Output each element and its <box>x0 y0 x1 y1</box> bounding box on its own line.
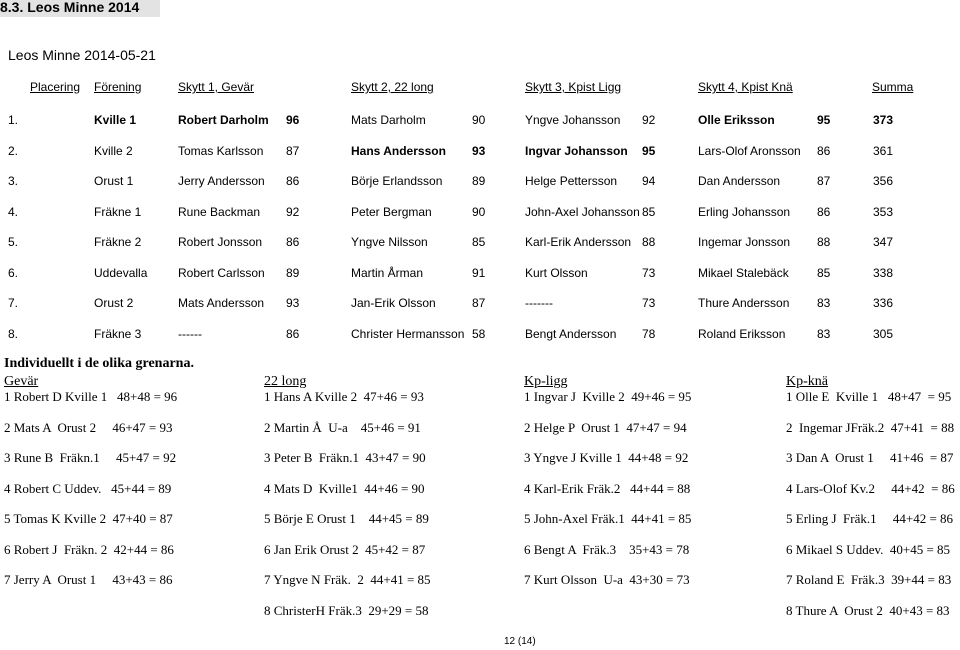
team-row-7-s2: Jan-Erik Olsson <box>351 296 436 310</box>
team-row-5-s2: Yngve Nilsson <box>351 235 428 249</box>
header-skytt1: Skytt 1, Gevär <box>178 80 255 94</box>
individual-entry: 6 Bengt A Fräk.3 35+43 = 78 <box>524 541 690 557</box>
team-row-6-sum: 338 <box>873 265 894 280</box>
document-title: Leos Minne 2014-05-21 <box>8 47 156 63</box>
team-row-6-club: Uddevalla <box>94 265 148 280</box>
individual-entry: 5 John-Axel Fräk.1 44+41 = 85 <box>524 511 692 526</box>
team-row-2-club: Kville 2 <box>94 143 133 158</box>
team-row-7-s4: Thure Andersson <box>698 296 790 310</box>
team-row-6-s2: Martin Årman <box>351 265 424 280</box>
team-row-3-s3: Helge Pettersson <box>525 174 618 188</box>
header-summa: Summa <box>872 80 914 94</box>
team-row-4-s4: Erling Johansson <box>698 204 791 219</box>
team-row-2-p4: 86 <box>817 143 831 158</box>
team-row-4-s2: Peter Bergman <box>351 204 432 219</box>
team-row-6-s4: Mikael Stalebäck <box>698 265 789 280</box>
team-row-8-sum: 305 <box>873 326 894 341</box>
team-row-5-s3: Karl-Erik Andersson <box>525 235 632 249</box>
team-row-4-s3: John-Axel Johansson <box>525 204 640 219</box>
team-row-5-p3: 88 <box>642 235 656 249</box>
individual-header-22long: 22 long <box>264 374 307 389</box>
team-row-5-club: Fräkne 2 <box>94 235 142 249</box>
page-number: 12 (14) <box>504 636 536 647</box>
team-row-7-club: Orust 2 <box>94 296 134 310</box>
individual-entry: 1 Robert D Kville 1 48+48 = 96 <box>4 389 178 404</box>
team-row-8-club: Fräkne 3 <box>94 326 142 341</box>
team-row-3-p2: 89 <box>472 174 486 188</box>
section-title: 8.3. Leos Minne 2014 <box>0 0 140 15</box>
team-row-4-sum: 353 <box>873 204 894 219</box>
individual-entry: 8 ChristerH Fräk.3 29+29 = 58 <box>264 602 429 618</box>
individual-entry: 2 Helge P Orust 1 47+47 = 94 <box>524 419 687 435</box>
team-row-8-s3: Bengt Andersson <box>525 326 617 341</box>
team-row-2-s3: Ingvar Johansson <box>525 143 628 158</box>
team-row-3-p3: 94 <box>642 174 656 188</box>
team-row-4-place: 4. <box>8 204 19 219</box>
team-row-2-s2: Hans Andersson <box>351 143 446 158</box>
individual-entry: 7 Kurt Olsson U-a 43+30 = 73 <box>524 572 690 587</box>
team-row-6-p4: 85 <box>817 265 831 280</box>
individual-entry: 8 Thure A Orust 2 40+43 = 83 <box>786 602 950 618</box>
team-row-5-p1: 86 <box>286 235 300 249</box>
team-row-4-club: Fräkne 1 <box>94 204 142 219</box>
team-row-7-place: 7. <box>8 296 19 310</box>
team-row-5-s4: Ingemar Jonsson <box>698 235 791 249</box>
individual-entry: 1 Ingvar J Kville 2 49+46 = 95 <box>524 389 692 404</box>
individual-entry: 4 Lars-Olof Kv.2 44+42 = 86 <box>786 480 955 496</box>
header-forening: Förening <box>94 80 142 94</box>
header-skytt2: Skytt 2, 22 long <box>351 80 434 94</box>
individual-entry: 2 Martin Å U-a 45+46 = 91 <box>264 419 421 435</box>
team-row-7-p2: 87 <box>472 296 486 310</box>
team-row-4-p4: 86 <box>817 204 831 219</box>
team-row-5-sum: 347 <box>873 235 894 249</box>
individual-entry: 3 Peter B Fräkn.1 43+47 = 90 <box>264 450 426 465</box>
team-row-3-s1: Jerry Andersson <box>178 174 265 188</box>
header-skytt3: Skytt 3, Kpist Ligg <box>525 80 622 94</box>
team-row-5-p4: 88 <box>817 235 831 249</box>
individual-entry: 1 Hans A Kville 2 47+46 = 93 <box>264 389 424 404</box>
team-row-7-s1: Mats Andersson <box>178 296 265 310</box>
team-row-3-club: Orust 1 <box>94 174 134 188</box>
team-row-4-p1: 92 <box>286 204 300 219</box>
team-row-1-p3: 92 <box>642 113 656 127</box>
team-row-6-p3: 73 <box>642 265 656 280</box>
team-row-6-p2: 91 <box>472 265 486 280</box>
individual-entry: 4 Mats D Kville1 44+46 = 90 <box>264 480 425 496</box>
individual-entry: 7 Roland E Fräk.3 39+44 = 83 <box>786 572 952 587</box>
individual-entry: 2 Ingemar JFräk.2 47+41 = 88 <box>786 419 955 435</box>
team-row-5-p2: 85 <box>472 235 486 249</box>
team-row-7-p4: 83 <box>817 296 831 310</box>
team-row-6-p1: 89 <box>286 265 300 280</box>
team-row-7-p1: 93 <box>286 296 300 310</box>
header-placering: Placering <box>30 80 81 94</box>
individual-entry: 4 Robert C Uddev. 45+44 = 89 <box>4 480 172 496</box>
individual-entry: 1 Olle E Kville 1 48+47 = 95 <box>786 389 952 404</box>
individual-entry: 5 Tomas K Kville 2 47+40 = 87 <box>4 511 173 526</box>
team-row-6-place: 6. <box>8 265 19 280</box>
team-row-7-sum: 336 <box>873 296 894 310</box>
team-row-5-s1: Robert Jonsson <box>178 235 263 249</box>
individual-entry: 7 Jerry A Orust 1 43+43 = 86 <box>4 572 173 587</box>
team-row-1-p4: 95 <box>817 113 831 127</box>
team-row-1-s2: Mats Darholm <box>351 113 426 127</box>
individual-entry: 4 Karl-Erik Fräk.2 44+44 = 88 <box>524 480 691 496</box>
team-row-8-p3: 78 <box>642 326 656 341</box>
team-row-8-s1: ------ <box>178 326 202 341</box>
individual-title: Individuellt i de olika grenarna. <box>4 356 194 371</box>
team-row-1-p1: 96 <box>286 113 300 127</box>
team-row-3-s2: Börje Erlandsson <box>351 174 443 188</box>
individual-header-kpkna: Kp-knä <box>786 374 828 389</box>
team-row-6-s3: Kurt Olsson <box>525 265 588 280</box>
individual-entry: 6 Jan Erik Orust 2 45+42 = 87 <box>264 541 426 557</box>
team-row-8-s4: Roland Eriksson <box>698 326 786 341</box>
team-row-4-p3: 85 <box>642 204 656 219</box>
individual-header-gevar: Gevär <box>4 374 39 389</box>
team-row-8-p1: 86 <box>286 326 300 341</box>
team-row-3-p4: 87 <box>817 174 831 188</box>
individual-entry: 7 Yngve N Fräk. 2 44+41 = 85 <box>264 572 431 587</box>
team-row-2-s1: Tomas Karlsson <box>178 143 264 158</box>
team-row-8-place: 8. <box>8 326 19 341</box>
team-row-3-sum: 356 <box>873 174 894 188</box>
team-row-1-s4: Olle Eriksson <box>698 113 775 127</box>
team-row-1-s3: Yngve Johansson <box>525 113 621 127</box>
individual-entry: 6 Mikael S Uddev. 40+45 = 85 <box>786 541 951 557</box>
individual-entry: 2 Mats A Orust 2 46+47 = 93 <box>4 419 173 435</box>
header-skytt4: Skytt 4, Kpist Knä <box>698 80 793 94</box>
team-row-4-p2: 90 <box>472 204 486 219</box>
team-row-3-p1: 86 <box>286 174 300 188</box>
team-row-7-p3: 73 <box>642 296 656 310</box>
team-row-1-p2: 90 <box>472 113 486 127</box>
team-row-4-s1: Rune Backman <box>178 204 261 219</box>
team-row-3-place: 3. <box>8 174 19 188</box>
team-row-2-place: 2. <box>8 143 19 158</box>
individual-entry: 5 Erling J Fräk.1 44+42 = 86 <box>786 511 954 526</box>
team-row-6-s1: Robert Carlsson <box>178 265 265 280</box>
team-row-1-s1: Robert Darholm <box>178 113 269 127</box>
individual-entry: 3 Rune B Fräkn.1 45+47 = 92 <box>4 450 177 465</box>
team-row-2-p2: 93 <box>472 143 486 158</box>
team-row-1-sum: 373 <box>873 113 894 127</box>
individual-header-kpligg: Kp-ligg <box>524 374 568 389</box>
individual-entry: 3 Dan A Orust 1 41+46 = 87 <box>786 450 954 465</box>
team-row-8-p2: 58 <box>472 326 486 341</box>
team-row-2-p3: 95 <box>642 143 656 158</box>
team-row-2-sum: 361 <box>873 143 894 158</box>
team-row-8-p4: 83 <box>817 326 831 341</box>
individual-entry: 5 Börje E Orust 1 44+45 = 89 <box>264 511 429 526</box>
team-row-1-place: 1. <box>8 113 19 127</box>
team-row-2-s4: Lars-Olof Aronsson <box>698 143 801 158</box>
team-row-7-s3: ------- <box>525 296 553 310</box>
team-row-3-s4: Dan Andersson <box>698 174 781 188</box>
individual-entry: 3 Yngve J Kville 1 44+48 = 92 <box>524 450 689 465</box>
individual-entry: 6 Robert J Fräkn. 2 42+44 = 86 <box>4 541 174 557</box>
team-row-2-p1: 87 <box>286 143 300 158</box>
team-row-5-place: 5. <box>8 235 19 249</box>
team-row-1-club: Kville 1 <box>94 113 137 127</box>
team-row-8-s2: Christer Hermansson <box>351 326 465 341</box>
